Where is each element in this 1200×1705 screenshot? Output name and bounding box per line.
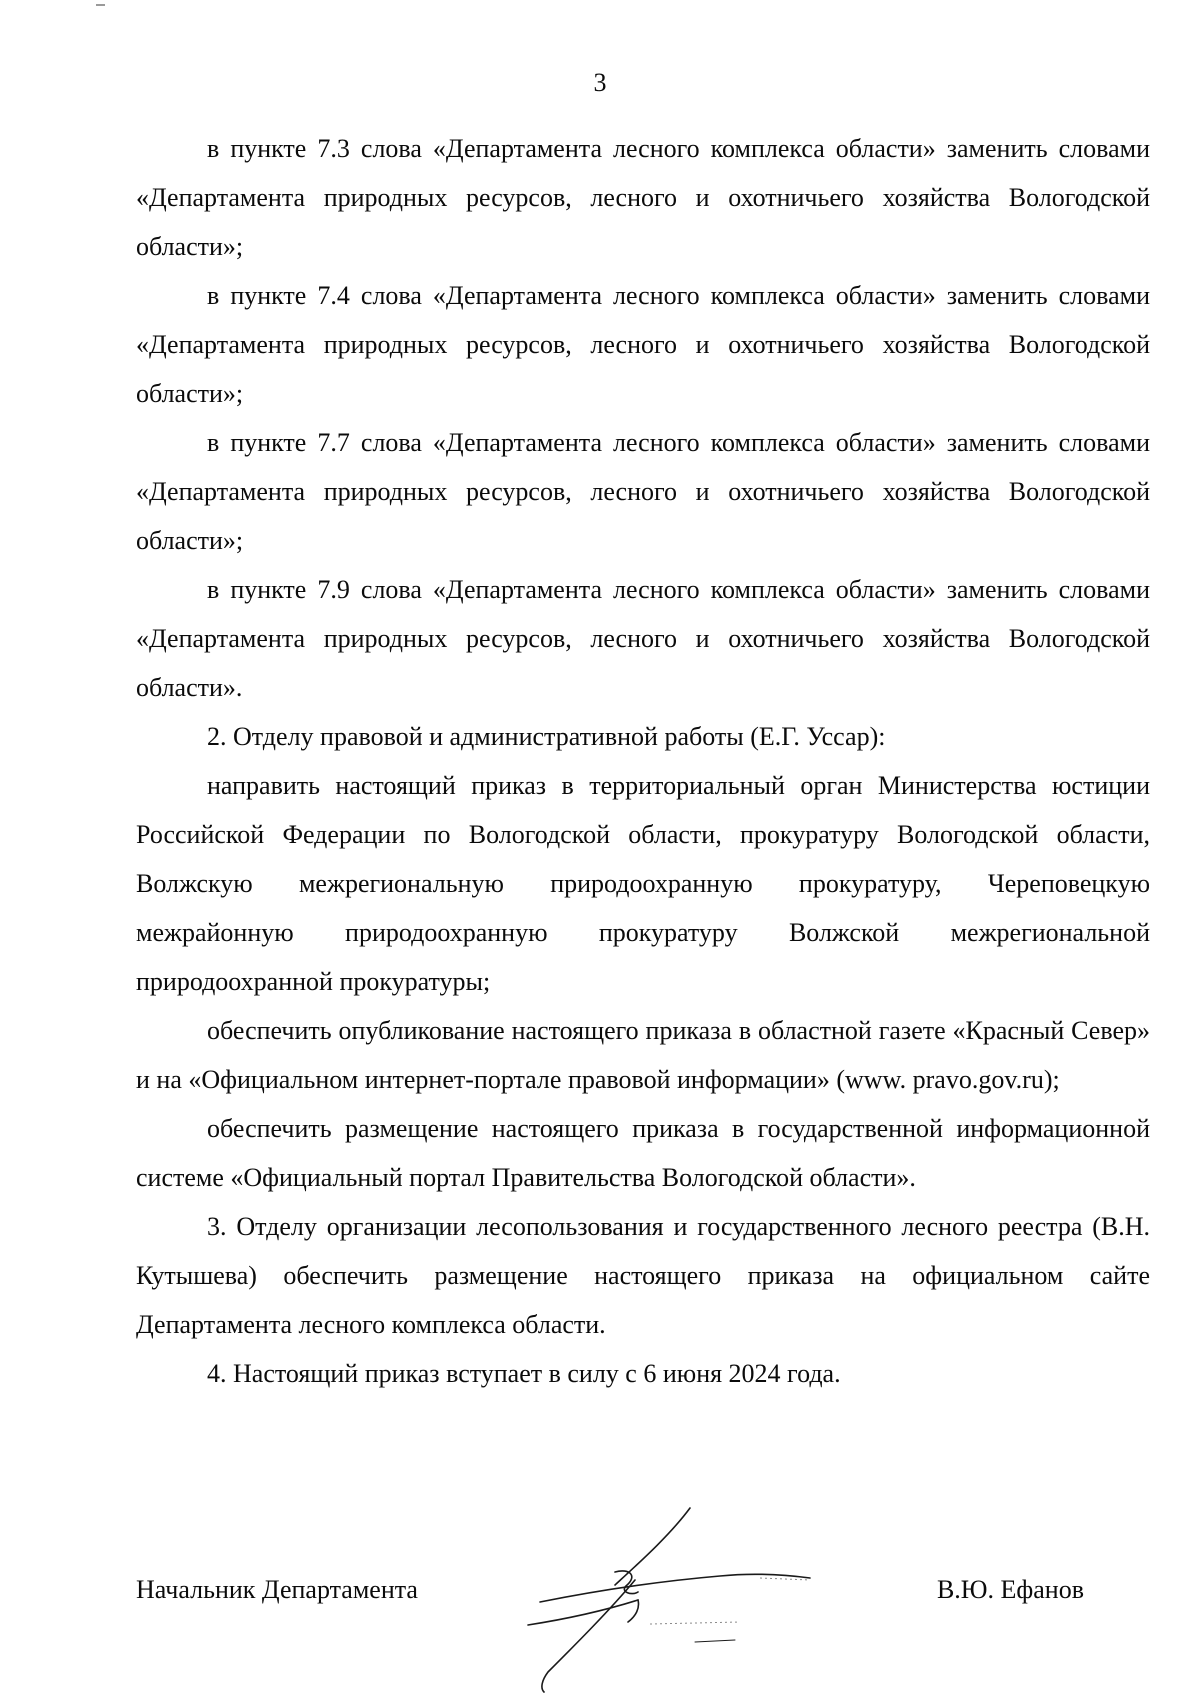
paragraph-item-7-4: в пункте 7.4 слова «Департамента лесного комплекса области» заменить словами «Департамента природных ресурсов, лесного и охотничьего хозяйства Вологодской области»; xyxy=(136,281,1150,408)
document-body xyxy=(136,124,1150,1398)
signer-name: В.Ю. Ефанов xyxy=(936,1575,1084,1604)
paragraph-send-order: направить настоящий приказ в территориальный орган Министерства юстиции Российской Федерации по Вологодской области, прокуратуру Вологодской области, Волжскую межрегиональную природоохранную прокуратуру, Череповецкую межрайонную природоохранную прокуратуру Волжской межрегиональной природоохранной прокуратуры; xyxy=(136,771,1150,996)
paragraph-place-order: обеспечить размещение настоящего приказа в государственной информационной системе «Официальный портал Правительства Вологодской области». xyxy=(136,1114,1150,1192)
paragraph-section-3: 3. Отделу организации лесопользования и государственного лесного реестра (В.Н. Кутышева) обеспечить размещение настоящего приказа на официальном сайте Департамента лесного комплекса области. xyxy=(136,1212,1150,1339)
paragraph-section-4: 4. Настоящий приказ вступает в силу с 6 июня 2024 года. xyxy=(207,1359,841,1388)
paragraph-item-7-3: в пункте 7.3 слова «Департамента лесного комплекса области» заменить словами «Департамента природных ресурсов, лесного и охотничьего хозяйства Вологодской области»; xyxy=(136,134,1150,261)
scan-artifact xyxy=(96,4,105,6)
paragraph-publish-order: обеспечить опубликование настоящего приказа в областной газете «Красный Север» и на «Официальном интернет-портале правовой информации» (www. pravo.gov.ru); xyxy=(136,1016,1150,1094)
paragraph-item-7-7: в пункте 7.7 слова «Департамента лесного комплекса области» заменить словами «Департамента природных ресурсов, лесного и охотничьего хозяйства Вологодской области»; xyxy=(136,428,1150,555)
paragraph-section-2-heading: 2. Отделу правовой и административной работы (Е.Г. Уссар): xyxy=(207,722,886,751)
paragraph-item-7-9: в пункте 7.9 слова «Департамента лесного комплекса области» заменить словами «Департамента природных ресурсов, лесного и охотничьего хозяйства Вологодской области». xyxy=(136,575,1150,702)
page-number: 3 xyxy=(593,68,607,97)
signature-block xyxy=(136,1575,1150,1615)
signer-title: Начальник Департамента xyxy=(136,1575,418,1604)
